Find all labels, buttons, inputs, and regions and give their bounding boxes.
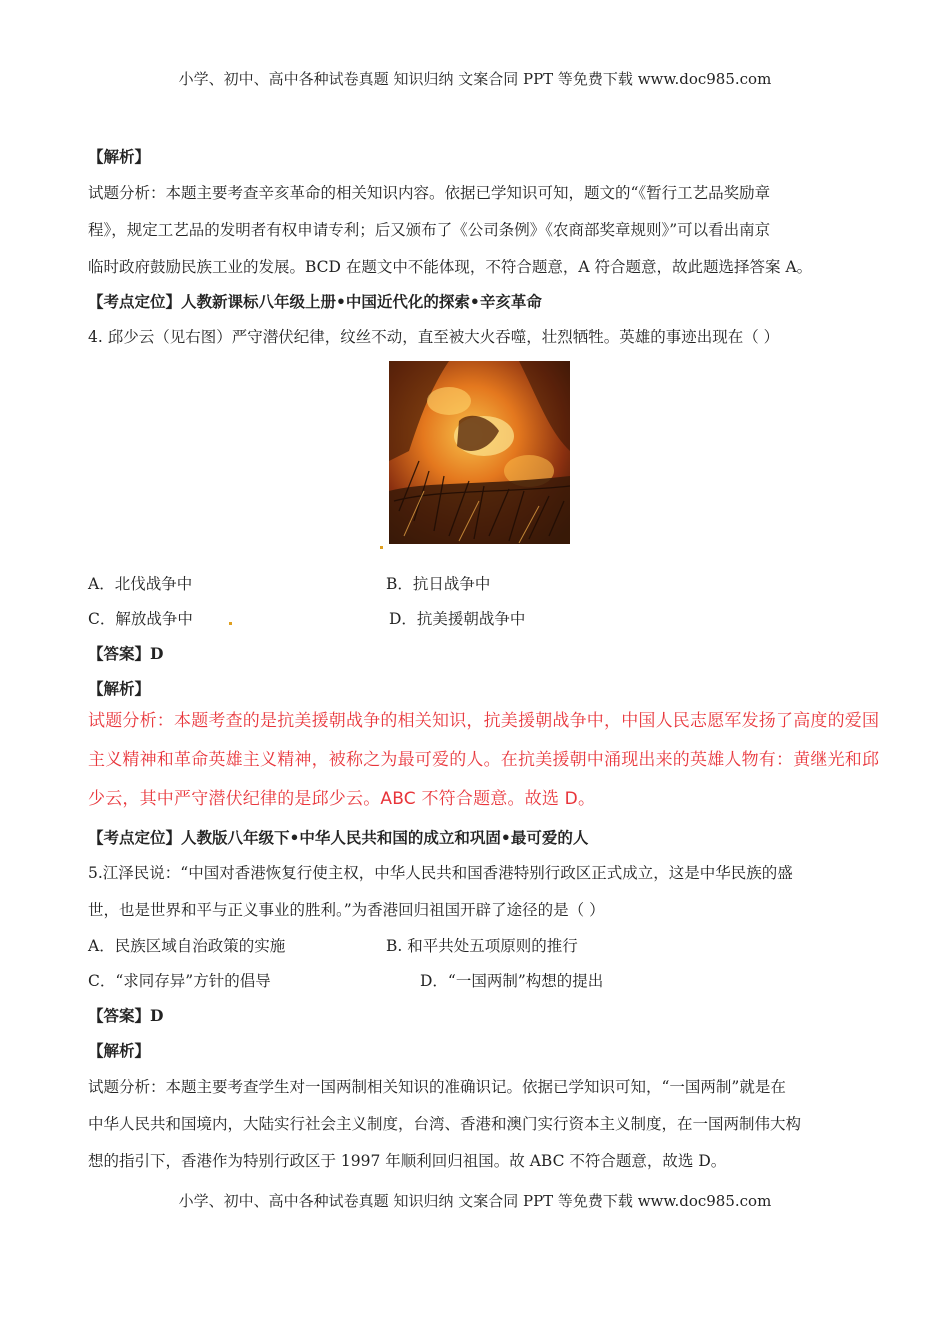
q4-jiexi-label: 【解析】 <box>88 679 151 698</box>
q5-option-a: A．民族区域自治政策的实施 <box>88 937 286 955</box>
q4-kaodian: 【考点定位】人教版八年级下•中华人民共和国的成立和巩固•最可爱的人 <box>88 828 589 847</box>
q4-option-d: D．抗美援朝战争中 <box>389 610 526 628</box>
q3-analysis-line-2: 程》，规定工艺品的发明者有权申请专利；后又颁布了《公司条例》《农商部奖章规则》”可以看出南京 <box>88 221 771 239</box>
q4-option-a: A．北伐战争中 <box>88 575 193 593</box>
q5-stem-line-1: 5.江泽民说：“中国对香港恢复行使主权，中华人民共和国香港特别行政区正式成立，这是中华民族的盛 <box>88 864 793 882</box>
q5-option-c: C．“求同存异”方针的倡导 <box>88 972 271 990</box>
q4-option-b: B．抗日战争中 <box>386 575 491 593</box>
decorative-dot <box>229 622 232 625</box>
q3-analysis-line-1: 试题分析：本题主要考查辛亥革命的相关知识内容。依据已学知识可知，题文的“《暂行工艺品奖励章 <box>88 184 771 202</box>
q4-analysis-line-3: 少云，其中严守潜伏纪律的是邱少云。ABC 不符合题意。故选 D。 <box>88 789 596 809</box>
q3-kaodian: 【考点定位】人教新课标八年级上册•中国近代化的探索•辛亥革命 <box>88 292 542 311</box>
q4-analysis-line-1: 试题分析：本题考查的是抗美援朝战争的相关知识，抗美援朝战争中，中国人民志愿军发扬了高度的爱国 <box>88 711 880 731</box>
q5-analysis-line-1: 试题分析：本题主要考查学生对一国两制相关知识的准确识记。依据已学知识可知，“一国两制”就是在 <box>88 1078 786 1096</box>
q5-option-d: D．“一国两制”构想的提出 <box>420 972 604 990</box>
page-footer: 小学、初中、高中各种试卷真题 知识归纳 文案合同 PPT 等免费下载 www.doc985.com <box>178 1192 772 1210</box>
qiu-shaoyun-fire-painting <box>389 361 570 544</box>
q5-answer: 【答案】D <box>88 1006 164 1025</box>
q5-analysis-line-3: 想的指引下，香港作为特别行政区于 1997 年顺利回归祖国。故 ABC 不符合题意，故选 D。 <box>88 1152 727 1170</box>
q4-stem: 4. 邱少云（见右图）严守潜伏纪律，纹丝不动，直至被大火吞噬，壮烈牺牲。英雄的事迹出现在（ ） <box>88 328 780 346</box>
decorative-dot <box>380 546 383 549</box>
q4-answer: 【答案】D <box>88 644 164 663</box>
q3-jiexi-label: 【解析】 <box>88 147 151 166</box>
page-header: 小学、初中、高中各种试卷真题 知识归纳 文案合同 PPT 等免费下载 www.doc985.com <box>178 70 772 88</box>
q5-option-b: B. 和平共处五项原则的推行 <box>386 937 578 955</box>
q5-jiexi-label: 【解析】 <box>88 1041 151 1060</box>
q4-analysis-line-2: 主义精神和革命英雄主义精神，被称之为最可爱的人。在抗美援朝中涌现出来的英雄人物有：黄继光和邱 <box>88 750 880 770</box>
q3-analysis-line-3: 临时政府鼓励民族工业的发展。BCD 在题文中不能体现，不符合题意，A 符合题意，故此题选择答案 A。 <box>88 258 813 276</box>
q5-stem-line-2: 世，也是世界和平与正义事业的胜利。”为香港回归祖国开辟了途径的是（ ） <box>88 901 605 919</box>
q5-analysis-line-2: 中华人民共和国境内，大陆实行社会主义制度，台湾、香港和澳门实行资本主义制度，在一国两制伟大构 <box>88 1115 802 1133</box>
q4-option-c: C．解放战争中 <box>88 610 193 628</box>
